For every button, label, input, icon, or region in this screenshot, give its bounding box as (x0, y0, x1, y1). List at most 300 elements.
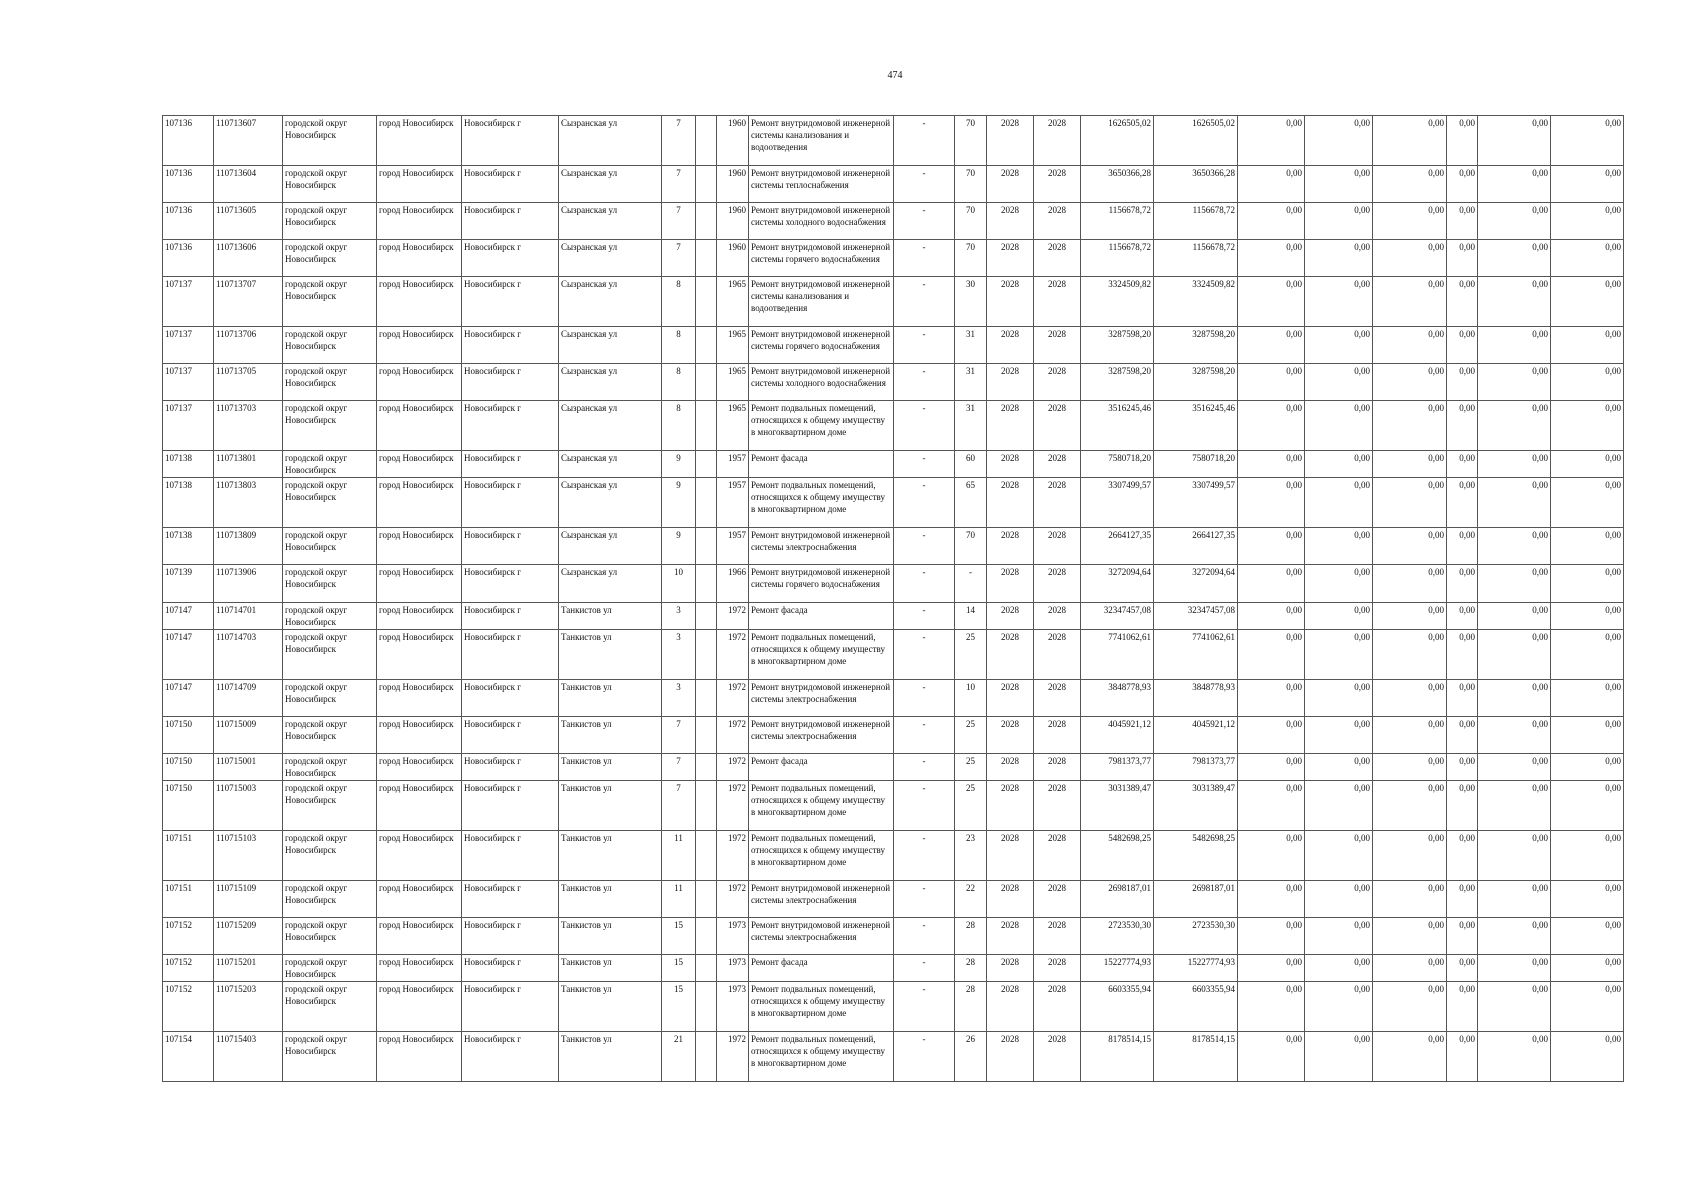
cell-settlement: город Новосибирск (377, 955, 462, 982)
cell-settlement: город Новосибирск (377, 277, 462, 327)
cell-house-id: 107137 (163, 364, 214, 401)
cell-cost-budget-4: 0,00 (1447, 781, 1478, 831)
cell-cost-fund: 32347457,08 (1154, 603, 1238, 630)
cell-cost-fund: 2698187,01 (1154, 881, 1238, 918)
cell-municipality: городской округ Новосибирск (283, 1032, 377, 1082)
capital-repair-table (162, 115, 1624, 1082)
cell-wear-percent: 70 (955, 203, 987, 240)
cell-work-type: Ремонт подвальных помещений, относящихся к общему имуществу в многоквартирном доме (749, 630, 894, 680)
cell-year-start: 2028 (987, 528, 1034, 565)
cell-year-end: 2028 (1034, 401, 1081, 451)
cell-cost-budget-3: 0,00 (1373, 528, 1447, 565)
table-row (163, 166, 1624, 203)
cell-municipality: городской округ Новосибирск (283, 401, 377, 451)
cell-building (696, 717, 717, 754)
cell-house-number: 9 (662, 478, 696, 528)
cell-build-year: 1972 (717, 630, 749, 680)
cell-work-type: Ремонт внутридомовой инженерной системы электроснабжения (749, 680, 894, 717)
cell-cost-budget-4: 0,00 (1447, 918, 1478, 955)
cell-building (696, 116, 717, 166)
cell-work-type: Ремонт подвальных помещений, относящихся к общему имуществу в многоквартирном доме (749, 401, 894, 451)
cell-street: Танкистов ул (559, 831, 662, 881)
cell-work-id: 110715103 (214, 831, 283, 881)
cell-year-end: 2028 (1034, 240, 1081, 277)
cell-cost-total: 1626505,02 (1081, 116, 1154, 166)
cell-cost-total: 3324509,82 (1081, 277, 1154, 327)
cell-cost-owner-2: 0,00 (1551, 955, 1624, 982)
table-row (163, 327, 1624, 364)
cell-build-year: 1960 (717, 166, 749, 203)
cell-street: Танкистов ул (559, 754, 662, 781)
cell-locality: Новосибирск г (462, 955, 559, 982)
cell-locality: Новосибирск г (462, 565, 559, 603)
cell-house-number: 8 (662, 277, 696, 327)
cell-municipality: городской округ Новосибирск (283, 240, 377, 277)
cell-build-year: 1965 (717, 401, 749, 451)
cell-work-id: 110713705 (214, 364, 283, 401)
cell-house-id: 107137 (163, 401, 214, 451)
cell-building (696, 166, 717, 203)
cell-locality: Новосибирск г (462, 717, 559, 754)
cell-work-type: Ремонт внутридомовой инженерной системы холодного водоснабжения (749, 203, 894, 240)
cell-cost-budget-4: 0,00 (1447, 717, 1478, 754)
cell-work-id: 110715209 (214, 918, 283, 955)
cell-cost-budget-4: 0,00 (1447, 116, 1478, 166)
cell-work-id: 110715403 (214, 1032, 283, 1082)
cell-cost-budget-1: 0,00 (1238, 603, 1305, 630)
cell-cost-budget-3: 0,00 (1373, 1032, 1447, 1082)
cell-locality: Новосибирск г (462, 240, 559, 277)
cell-settlement: город Новосибирск (377, 565, 462, 603)
cell-building (696, 364, 717, 401)
cell-build-year: 1960 (717, 116, 749, 166)
cell-wear-percent: 25 (955, 781, 987, 831)
cell-year-start: 2028 (987, 680, 1034, 717)
cell-settlement: город Новосибирск (377, 240, 462, 277)
cell-cost-budget-3: 0,00 (1373, 717, 1447, 754)
cell-cell-dash: - (894, 955, 955, 982)
cell-build-year: 1972 (717, 781, 749, 831)
cell-work-id: 110714701 (214, 603, 283, 630)
cell-cost-budget-2: 0,00 (1305, 781, 1373, 831)
cell-wear-percent: 60 (955, 451, 987, 478)
cell-cost-fund: 1156678,72 (1154, 240, 1238, 277)
cell-cell-dash: - (894, 918, 955, 955)
cell-cost-owner-2: 0,00 (1551, 781, 1624, 831)
cell-house-id: 107151 (163, 831, 214, 881)
cell-cost-total: 3272094,64 (1081, 565, 1154, 603)
cell-work-type: Ремонт внутридомовой инженерной системы электроснабжения (749, 717, 894, 754)
table-row (163, 528, 1624, 565)
cell-cost-owner-1: 0,00 (1478, 754, 1551, 781)
cell-cell-dash: - (894, 680, 955, 717)
cell-municipality: городской округ Новосибирск (283, 528, 377, 565)
cell-cell-dash: - (894, 754, 955, 781)
cell-year-start: 2028 (987, 603, 1034, 630)
cell-cost-total: 6603355,94 (1081, 982, 1154, 1032)
cell-work-id: 110715009 (214, 717, 283, 754)
cell-cost-budget-2: 0,00 (1305, 881, 1373, 918)
cell-settlement: город Новосибирск (377, 327, 462, 364)
cell-locality: Новосибирск г (462, 478, 559, 528)
cell-street: Танкистов ул (559, 918, 662, 955)
cell-house-id: 107152 (163, 955, 214, 982)
cell-cost-owner-1: 0,00 (1478, 166, 1551, 203)
cell-cost-budget-3: 0,00 (1373, 754, 1447, 781)
cell-cost-owner-2: 0,00 (1551, 754, 1624, 781)
cell-cost-budget-1: 0,00 (1238, 717, 1305, 754)
cell-house-number: 8 (662, 327, 696, 364)
cell-locality: Новосибирск г (462, 364, 559, 401)
cell-cost-owner-1: 0,00 (1478, 327, 1551, 364)
cell-building (696, 528, 717, 565)
cell-street: Танкистов ул (559, 717, 662, 754)
cell-cost-owner-1: 0,00 (1478, 240, 1551, 277)
cell-settlement: город Новосибирск (377, 982, 462, 1032)
cell-house-id: 107136 (163, 116, 214, 166)
cell-cost-owner-2: 0,00 (1551, 401, 1624, 451)
cell-work-id: 110713707 (214, 277, 283, 327)
cell-cost-total: 3287598,20 (1081, 327, 1154, 364)
cell-build-year: 1960 (717, 203, 749, 240)
cell-cost-total: 2723530,30 (1081, 918, 1154, 955)
cell-house-number: 7 (662, 203, 696, 240)
cell-cost-budget-2: 0,00 (1305, 603, 1373, 630)
cell-cost-budget-4: 0,00 (1447, 327, 1478, 364)
cell-cost-budget-1: 0,00 (1238, 327, 1305, 364)
cell-cost-budget-2: 0,00 (1305, 680, 1373, 717)
cell-year-end: 2028 (1034, 364, 1081, 401)
cell-cost-budget-3: 0,00 (1373, 603, 1447, 630)
cell-cell-dash: - (894, 565, 955, 603)
cell-cost-budget-3: 0,00 (1373, 565, 1447, 603)
cell-municipality: городской округ Новосибирск (283, 680, 377, 717)
cell-house-number: 7 (662, 754, 696, 781)
cell-municipality: городской округ Новосибирск (283, 754, 377, 781)
cell-locality: Новосибирск г (462, 327, 559, 364)
cell-cost-owner-2: 0,00 (1551, 203, 1624, 240)
cell-wear-percent: 70 (955, 528, 987, 565)
cell-cost-budget-4: 0,00 (1447, 565, 1478, 603)
table-row (163, 565, 1624, 603)
cell-cost-budget-2: 0,00 (1305, 364, 1373, 401)
cell-cost-budget-4: 0,00 (1447, 982, 1478, 1032)
cell-work-id: 110713605 (214, 203, 283, 240)
cell-cost-total: 3031389,47 (1081, 781, 1154, 831)
cell-year-end: 2028 (1034, 955, 1081, 982)
cell-building (696, 603, 717, 630)
cell-locality: Новосибирск г (462, 116, 559, 166)
cell-wear-percent: 28 (955, 982, 987, 1032)
cell-cell-dash: - (894, 116, 955, 166)
cell-cost-budget-2: 0,00 (1305, 327, 1373, 364)
cell-cost-budget-2: 0,00 (1305, 240, 1373, 277)
cell-locality: Новосибирск г (462, 680, 559, 717)
cell-building (696, 982, 717, 1032)
cell-cost-fund: 2664127,35 (1154, 528, 1238, 565)
cell-cost-budget-1: 0,00 (1238, 528, 1305, 565)
table-row (163, 680, 1624, 717)
cell-house-id: 107147 (163, 680, 214, 717)
cell-year-start: 2028 (987, 1032, 1034, 1082)
cell-house-number: 10 (662, 565, 696, 603)
table-row (163, 630, 1624, 680)
cell-settlement: город Новосибирск (377, 603, 462, 630)
cell-house-id: 107138 (163, 478, 214, 528)
cell-settlement: город Новосибирск (377, 451, 462, 478)
cell-cost-owner-1: 0,00 (1478, 203, 1551, 240)
cell-cost-owner-1: 0,00 (1478, 116, 1551, 166)
cell-cost-fund: 3848778,93 (1154, 680, 1238, 717)
cell-year-end: 2028 (1034, 781, 1081, 831)
cell-municipality: городской округ Новосибирск (283, 717, 377, 754)
table-row (163, 277, 1624, 327)
cell-house-number: 7 (662, 166, 696, 203)
cell-build-year: 1972 (717, 881, 749, 918)
cell-wear-percent: 30 (955, 277, 987, 327)
cell-cell-dash: - (894, 240, 955, 277)
cell-build-year: 1972 (717, 717, 749, 754)
cell-municipality: городской округ Новосибирск (283, 565, 377, 603)
cell-locality: Новосибирск г (462, 401, 559, 451)
cell-cost-budget-3: 0,00 (1373, 240, 1447, 277)
cell-cost-total: 2664127,35 (1081, 528, 1154, 565)
cell-building (696, 1032, 717, 1082)
cell-cost-budget-4: 0,00 (1447, 630, 1478, 680)
cell-cost-budget-2: 0,00 (1305, 166, 1373, 203)
cell-cost-fund: 7741062,61 (1154, 630, 1238, 680)
cell-work-type: Ремонт фасада (749, 754, 894, 781)
cell-work-type: Ремонт подвальных помещений, относящихся к общему имуществу в многоквартирном доме (749, 831, 894, 881)
cell-building (696, 881, 717, 918)
cell-cost-budget-1: 0,00 (1238, 680, 1305, 717)
cell-cost-total: 1156678,72 (1081, 240, 1154, 277)
cell-building (696, 565, 717, 603)
cell-work-type: Ремонт фасада (749, 451, 894, 478)
cell-work-type: Ремонт внутридомовой инженерной системы электроснабжения (749, 881, 894, 918)
cell-building (696, 451, 717, 478)
cell-work-type: Ремонт подвальных помещений, относящихся к общему имуществу в многоквартирном доме (749, 781, 894, 831)
cell-municipality: городской округ Новосибирск (283, 166, 377, 203)
cell-cost-budget-2: 0,00 (1305, 565, 1373, 603)
cell-house-id: 107154 (163, 1032, 214, 1082)
cell-year-end: 2028 (1034, 451, 1081, 478)
cell-year-end: 2028 (1034, 918, 1081, 955)
cell-municipality: городской округ Новосибирск (283, 451, 377, 478)
cell-cost-owner-2: 0,00 (1551, 982, 1624, 1032)
cell-cost-owner-2: 0,00 (1551, 116, 1624, 166)
table-row (163, 831, 1624, 881)
cell-work-id: 110713607 (214, 116, 283, 166)
cell-cost-owner-1: 0,00 (1478, 881, 1551, 918)
cell-cost-budget-1: 0,00 (1238, 982, 1305, 1032)
cell-build-year: 1965 (717, 327, 749, 364)
cell-settlement: город Новосибирск (377, 116, 462, 166)
cell-year-end: 2028 (1034, 754, 1081, 781)
cell-cost-owner-2: 0,00 (1551, 364, 1624, 401)
cell-wear-percent: 31 (955, 327, 987, 364)
table-row (163, 1032, 1624, 1082)
cell-wear-percent: 10 (955, 680, 987, 717)
cell-year-start: 2028 (987, 754, 1034, 781)
cell-cost-budget-1: 0,00 (1238, 116, 1305, 166)
cell-cost-total: 8178514,15 (1081, 1032, 1154, 1082)
cell-build-year: 1965 (717, 277, 749, 327)
cell-cost-total: 3848778,93 (1081, 680, 1154, 717)
cell-house-number: 3 (662, 603, 696, 630)
cell-year-start: 2028 (987, 881, 1034, 918)
cell-cost-total: 3516245,46 (1081, 401, 1154, 451)
cell-cell-dash: - (894, 166, 955, 203)
cell-cost-budget-2: 0,00 (1305, 116, 1373, 166)
cell-house-id: 107137 (163, 277, 214, 327)
cell-street: Сызранская ул (559, 240, 662, 277)
table-row (163, 603, 1624, 630)
cell-cost-total: 2698187,01 (1081, 881, 1154, 918)
cell-house-number: 7 (662, 240, 696, 277)
cell-cost-fund: 1626505,02 (1154, 116, 1238, 166)
cell-build-year: 1972 (717, 1032, 749, 1082)
cell-cost-total: 5482698,25 (1081, 831, 1154, 881)
cell-house-number: 15 (662, 955, 696, 982)
cell-locality: Новосибирск г (462, 918, 559, 955)
cell-building (696, 240, 717, 277)
cell-cost-fund: 8178514,15 (1154, 1032, 1238, 1082)
cell-cost-budget-1: 0,00 (1238, 203, 1305, 240)
cell-settlement: город Новосибирск (377, 630, 462, 680)
cell-cell-dash: - (894, 401, 955, 451)
cell-cell-dash: - (894, 1032, 955, 1082)
cell-year-start: 2028 (987, 565, 1034, 603)
cell-build-year: 1965 (717, 364, 749, 401)
cell-cell-dash: - (894, 478, 955, 528)
cell-build-year: 1966 (717, 565, 749, 603)
cell-year-end: 2028 (1034, 528, 1081, 565)
cell-cost-budget-3: 0,00 (1373, 401, 1447, 451)
cell-cost-owner-1: 0,00 (1478, 603, 1551, 630)
cell-cost-budget-4: 0,00 (1447, 955, 1478, 982)
cell-settlement: город Новосибирск (377, 364, 462, 401)
cell-cell-dash: - (894, 781, 955, 831)
cell-cost-budget-3: 0,00 (1373, 451, 1447, 478)
cell-locality: Новосибирск г (462, 781, 559, 831)
cell-year-start: 2028 (987, 240, 1034, 277)
cell-locality: Новосибирск г (462, 831, 559, 881)
cell-year-start: 2028 (987, 451, 1034, 478)
cell-work-type: Ремонт внутридомовой инженерной системы электроснабжения (749, 528, 894, 565)
cell-municipality: городской округ Новосибирск (283, 955, 377, 982)
cell-work-id: 110713706 (214, 327, 283, 364)
cell-build-year: 1957 (717, 451, 749, 478)
cell-year-start: 2028 (987, 277, 1034, 327)
cell-street: Танкистов ул (559, 1032, 662, 1082)
cell-cost-owner-2: 0,00 (1551, 528, 1624, 565)
cell-cost-total: 4045921,12 (1081, 717, 1154, 754)
cell-cost-owner-1: 0,00 (1478, 364, 1551, 401)
cell-cost-budget-4: 0,00 (1447, 166, 1478, 203)
cell-year-end: 2028 (1034, 277, 1081, 327)
cell-work-id: 110713906 (214, 565, 283, 603)
cell-cost-owner-2: 0,00 (1551, 166, 1624, 203)
cell-cost-budget-1: 0,00 (1238, 401, 1305, 451)
table-row (163, 401, 1624, 451)
cell-cost-budget-1: 0,00 (1238, 364, 1305, 401)
cell-cost-budget-4: 0,00 (1447, 881, 1478, 918)
cell-street: Сызранская ул (559, 166, 662, 203)
cell-work-type: Ремонт подвальных помещений, относящихся к общему имуществу в многоквартирном доме (749, 982, 894, 1032)
cell-cost-budget-4: 0,00 (1447, 451, 1478, 478)
cell-municipality: городской округ Новосибирск (283, 116, 377, 166)
cell-street: Сызранская ул (559, 116, 662, 166)
cell-wear-percent: 25 (955, 754, 987, 781)
cell-municipality: городской округ Новосибирск (283, 918, 377, 955)
cell-street: Сызранская ул (559, 565, 662, 603)
cell-cost-fund: 5482698,25 (1154, 831, 1238, 881)
table-row (163, 982, 1624, 1032)
cell-year-end: 2028 (1034, 116, 1081, 166)
cell-house-id: 107152 (163, 982, 214, 1032)
cell-cost-owner-1: 0,00 (1478, 918, 1551, 955)
cell-locality: Новосибирск г (462, 982, 559, 1032)
cell-cell-dash: - (894, 982, 955, 1032)
cell-wear-percent: 23 (955, 831, 987, 881)
cell-build-year: 1972 (717, 754, 749, 781)
cell-cost-total: 7741062,61 (1081, 630, 1154, 680)
cell-work-type: Ремонт внутридомовой инженерной системы канализования и водоотведения (749, 116, 894, 166)
cell-street: Сызранская ул (559, 203, 662, 240)
cell-street: Сызранская ул (559, 401, 662, 451)
cell-year-end: 2028 (1034, 565, 1081, 603)
cell-cell-dash: - (894, 364, 955, 401)
cell-settlement: город Новосибирск (377, 918, 462, 955)
table-row (163, 717, 1624, 754)
cell-cost-owner-2: 0,00 (1551, 717, 1624, 754)
cell-year-start: 2028 (987, 166, 1034, 203)
cell-cost-budget-3: 0,00 (1373, 982, 1447, 1032)
cell-build-year: 1972 (717, 680, 749, 717)
cell-street: Танкистов ул (559, 881, 662, 918)
cell-cost-budget-4: 0,00 (1447, 203, 1478, 240)
cell-cost-budget-3: 0,00 (1373, 364, 1447, 401)
cell-house-number: 7 (662, 781, 696, 831)
cell-cost-fund: 3287598,20 (1154, 364, 1238, 401)
cell-cost-budget-4: 0,00 (1447, 401, 1478, 451)
cell-cost-budget-2: 0,00 (1305, 982, 1373, 1032)
cell-cost-owner-1: 0,00 (1478, 1032, 1551, 1082)
cell-build-year: 1972 (717, 603, 749, 630)
cell-year-start: 2028 (987, 401, 1034, 451)
cell-settlement: город Новосибирск (377, 754, 462, 781)
cell-cell-dash: - (894, 717, 955, 754)
cell-house-id: 107150 (163, 781, 214, 831)
cell-cell-dash: - (894, 528, 955, 565)
cell-house-number: 11 (662, 881, 696, 918)
table-row (163, 451, 1624, 478)
cell-municipality: городской округ Новосибирск (283, 603, 377, 630)
cell-work-type: Ремонт внутридомовой инженерной системы теплоснабжения (749, 166, 894, 203)
cell-cost-owner-1: 0,00 (1478, 781, 1551, 831)
cell-building (696, 478, 717, 528)
cell-year-start: 2028 (987, 717, 1034, 754)
cell-cost-total: 7981373,77 (1081, 754, 1154, 781)
cell-cost-budget-3: 0,00 (1373, 478, 1447, 528)
cell-wear-percent: - (955, 565, 987, 603)
cell-wear-percent: 25 (955, 717, 987, 754)
cell-street: Сызранская ул (559, 451, 662, 478)
cell-cost-fund: 15227774,93 (1154, 955, 1238, 982)
cell-cost-budget-1: 0,00 (1238, 1032, 1305, 1082)
cell-house-id: 107150 (163, 717, 214, 754)
